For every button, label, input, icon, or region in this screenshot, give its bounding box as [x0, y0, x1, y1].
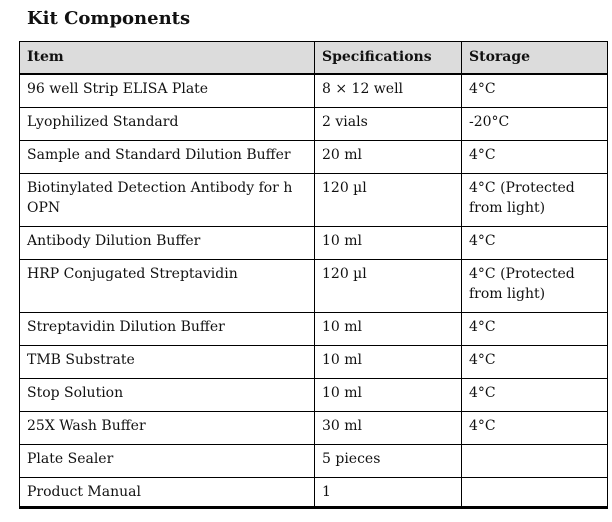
- storage-cell: 4°C (Protected from light): [462, 260, 608, 313]
- table-row: [20, 108, 608, 141]
- item-cell: Product Manual: [20, 478, 315, 508]
- spec-cell: 120 µl: [315, 174, 462, 227]
- item-cell: HRP Conjugated Streptavidin: [20, 260, 315, 313]
- header-storage: Storage: [462, 42, 608, 75]
- item-cell: Stop Solution: [20, 379, 315, 412]
- spec-cell: 2 vials: [315, 108, 462, 141]
- header-item: Item: [20, 42, 315, 75]
- table-row: [20, 379, 608, 412]
- table-row: [20, 74, 608, 108]
- table-row: [20, 174, 608, 227]
- spec-cell: 10 ml: [315, 379, 462, 412]
- storage-cell: 4°C: [462, 227, 608, 260]
- table-row: [20, 445, 608, 478]
- table-row: [20, 313, 608, 346]
- item-cell: Sample and Standard Dilution Buffer: [20, 141, 315, 174]
- item-cell: Lyophilized Standard: [20, 108, 315, 141]
- spec-cell: 20 ml: [315, 141, 462, 174]
- table-row: [20, 260, 608, 313]
- storage-cell: [462, 478, 608, 508]
- spec-cell: 120 µl: [315, 260, 462, 313]
- storage-cell: 4°C (Protected from light): [462, 174, 608, 227]
- spec-cell: 5 pieces: [315, 445, 462, 478]
- table-header-row: [20, 42, 608, 75]
- spec-cell: 30 ml: [315, 412, 462, 445]
- item-cell: Plate Sealer: [20, 445, 315, 478]
- table-row: [20, 412, 608, 445]
- spec-cell: 10 ml: [315, 313, 462, 346]
- storage-cell: 4°C: [462, 74, 608, 108]
- table-row: [20, 478, 608, 508]
- storage-cell: 4°C: [462, 313, 608, 346]
- header-specifications: Specifications: [315, 42, 462, 75]
- storage-cell: 4°C: [462, 379, 608, 412]
- spec-cell: 10 ml: [315, 227, 462, 260]
- storage-cell: [462, 445, 608, 478]
- item-cell: 25X Wash Buffer: [20, 412, 315, 445]
- table-row: [20, 141, 608, 174]
- storage-cell: -20°C: [462, 108, 608, 141]
- storage-cell: 4°C: [462, 412, 608, 445]
- kit-components-table: [19, 41, 608, 509]
- table-row: [20, 346, 608, 379]
- item-cell: 96 well Strip ELISA Plate: [20, 74, 315, 108]
- spec-cell: 10 ml: [315, 346, 462, 379]
- item-cell: Streptavidin Dilution Buffer: [20, 313, 315, 346]
- table-row: [20, 227, 608, 260]
- spec-cell: 1: [315, 478, 462, 508]
- item-cell: TMB Substrate: [20, 346, 315, 379]
- spec-cell: 8 × 12 well: [315, 74, 462, 108]
- storage-cell: 4°C: [462, 141, 608, 174]
- storage-cell: 4°C: [462, 346, 608, 379]
- page-title: Kit Components: [27, 8, 191, 29]
- item-cell: Antibody Dilution Buffer: [20, 227, 315, 260]
- item-cell: Biotinylated Detection Antibody for h OPN: [20, 174, 315, 227]
